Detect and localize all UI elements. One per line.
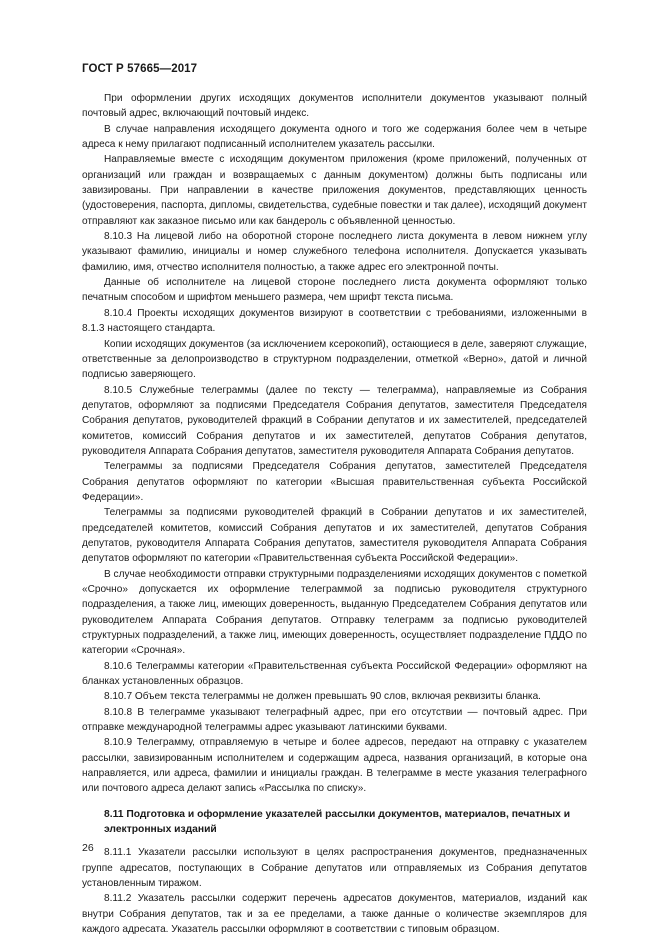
paragraph: 8.10.8 В телеграмме указывают телеграфный адрес, при его отсутствии — почтовый адрес. При отправке международной телеграммы адрес указывают латинскими буквами. [82,706,587,734]
paragraph: 8.11.1 Указатели рассылки используют в целях распространения документов, предназначенных группе адресатов, поступающих в Собрание депутатов или отправляемых из Собрания депутатов установленным тиражом. [82,847,587,889]
paragraph: 8.11.2 Указатель рассылки содержит перечень адресатов документов, материалов, изданий как внутри Собрания депутатов, так и за ее пределами, а также данные о количестве экземпляров для каждого адресата. Указатель рассылки оформляют в соответствии с типовым образцом. [82,893,587,935]
paragraph: В случае направления исходящего документа одного и того же содержания более чем в четыре адреса к нему прилагают подписанный исполнителем указатель рассылки. [82,123,587,151]
paragraph: 8.10.5 Служебные телеграммы (далее по тексту — телеграмма), направляемые из Собрания депутатов, оформляют за подписями Председателя Собрания депутатов, заместителя Председателя Собрания депутатов, руководителей фракций в Собрании депутатов и их заместителей, председателей комитетов, комиссий Собрания депутатов и их заместителей, депутатов Собрания депутатов, руководителя Аппарата Собрания депутатов, заместителя руководителя Аппарата Собрания депутатов. [82,384,587,457]
paragraph: 8.10.7 Объем текста телеграммы не должен превышать 90 слов, включая реквизиты бланка. [104,691,541,703]
paragraph: Данные об исполнителе на лицевой стороне последнего листа документа оформляют только печатным способом и шрифтом меньшего размера, чем шрифт текста письма. [82,277,587,304]
paragraph: 8.10.9 Телеграмму, отправляемую в четыре и более адресов, передают на отправку с указателем рассылки, завизированным исполнителем и содержащим адреса, названия организаций, в которые она направляется, или адреса, фамилии и инициалы граждан. В телеграмме в месте указания телеграфного или почтового адреса делают запись «Рассылка по списку». [82,737,587,795]
paragraph: Копии исходящих документов (за исключением ксерокопий), остающиеся в деле, заверяют служащие, ответственные за делопроизводство в структурном подразделении, отметкой «Верно», датой и личной подписью заверяющего. [82,338,587,381]
document-header: ГОСТ Р 57665—2017 [82,63,198,75]
page-number: 26 [82,842,94,854]
paragraph: В случае необходимости отправки структурными подразделениями исходящих документов с пометкой «Срочно» допускается их оформление телеграммой за подписью руководителя структурного подразделения, а также лиц, имеющих доверенность, выданную Председателем Собрания депутатов или руководителем Аппарата Собрания депутатов. Отправку телеграмм за подписью руководителей структурных подразделений, а также лиц, имеющих доверенность, осуществляет подразделение ПДДО по категории «Срочная». [82,568,587,657]
paragraph: Телеграммы за подписями Председателя Собрания депутатов, заместителей Председателя Собрания депутатов оформляют по категории «Высшая правительственная субъекта Российской Федерации». [82,461,587,503]
paragraph: 8.10.4 Проекты исходящих документов визируют в соответствии с требованиями, изложенными в 8.1.3 настоящего стандарта. [82,307,587,335]
paragraph: 8.10.3 На лицевой либо на оборотной стороне последнего листа документа в левом нижнем углу указывают фамилию, инициалы и номер служебного телефона исполнителя. Допускается указывать фамилию, имя, отчество исполнителя полностью, а также адрес его электронной почты. [82,231,587,273]
section-heading: 8.11 Подготовка и оформление указателей рассылки документов, материалов, печатных и электронных изданий [104,808,571,836]
paragraph: Телеграммы за подписями руководителей фракций в Собрании депутатов и их заместителей, председателей комитетов, комиссий Собрания депутатов и их заместителей, депутатов Собрания депутатов, руководителя Аппарата Собрания депутатов, заместителя руководителя Аппарата Собрания депутатов оформляют по категории «Правительственная субъекта Российской Федерации». [82,507,587,565]
paragraph: Направляемые вместе с исходящим документом приложения (кроме приложений, полученных от организаций или граждан и возвращаемых с данным документом) должны быть подписаны или завизированы. При направлении в качестве приложения документов, представляющих ценность (удостоверения, паспорта, дипломы, свидетельства, судебные повестки и так далее), исходящий документ отправляют как заказное письмо или как бандероль с объявленной ценностью. [82,154,587,227]
page-body [82,91,587,937]
paragraph: 8.10.6 Телеграммы категории «Правительственная субъекта Российской Федерации» оформляют на бланках установленных образцов. [82,660,587,688]
paragraph: При оформлении других исходящих документов исполнители документов указывают полный почтовый адрес, включающий почтовый индекс. [82,93,587,120]
